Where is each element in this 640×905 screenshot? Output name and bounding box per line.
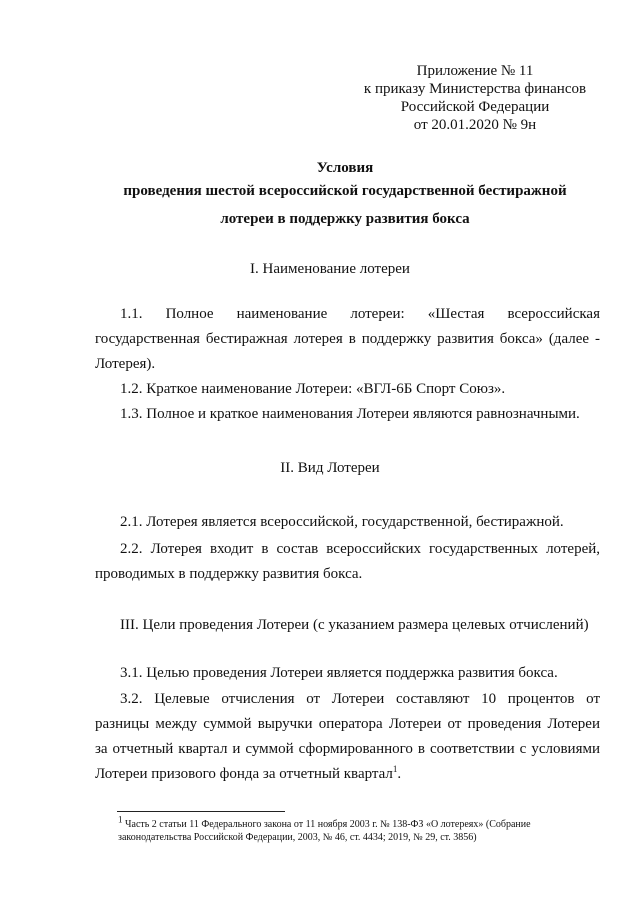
paragraph-1-1-line1: 1.1. Полное наименование лотереи: «Шестая всероссийская <box>120 306 600 322</box>
section-heading-3: III. Цели проведения Лотереи (с указанием размера целевых отчислений) <box>120 617 589 633</box>
paragraph-2-2 <box>120 537 600 562</box>
paragraph-2-1: 2.1. Лотерея является всероссийской, государственной, бестиражной. <box>120 514 564 530</box>
paragraph-1-1-cont <box>95 327 600 377</box>
appendix-date: от 20.01.2020 № 9н <box>413 117 537 133</box>
paragraph-3-2-line3: за отчетный квартал и суммой сформированного в соответствии с условиями <box>95 741 600 757</box>
section-heading-1: I. Наименование лотереи <box>250 261 410 277</box>
paragraph-3-2-line2: разницы между суммой выручки оператора Лотереи от проведения Лотереи <box>95 716 600 732</box>
appendix-order-ref: к приказу Министерства финансов <box>363 81 587 97</box>
paragraph-3-2-line4: Лотереи призового фонда за отчетный квартал$^1$. <box>95 764 402 782</box>
footnote <box>118 814 598 844</box>
footnote-reference[interactable]: 1 <box>392 764 398 774</box>
paragraph-1-1-line2: государственная бестиражная лотерея в поддержку развития бокса» (далее - <box>95 331 600 347</box>
footnote-line2: законодательства Российской Федерации, 2003, № 46, ст. 4434; 2019, № 29, ст. 3856) <box>118 832 477 843</box>
paragraph-3-1: 3.1. Целью проведения Лотереи является поддержка развития бокса. <box>120 665 558 681</box>
document-subtitle-line2: лотереи в поддержку развития бокса <box>220 211 470 227</box>
footnote-divider <box>117 811 285 812</box>
document-title: Условия <box>316 160 374 176</box>
paragraph-3-2-cont <box>95 712 600 787</box>
paragraph-2-2-line2: проводимых в поддержку развития бокса. <box>95 566 363 582</box>
footnote-line1: $^1$ Часть 2 статьи 11 Федерального закона от 11 ноября 2003 г. № 138-ФЗ «О лотереях» (Собрание <box>118 814 531 830</box>
paragraph-2-2-cont <box>95 562 600 587</box>
document-subtitle-line1: проведения шестой всероссийской государственной бестиражной <box>123 183 567 199</box>
section-heading-2: II. Вид Лотереи <box>280 460 380 476</box>
appendix-country: Российской Федерации <box>400 99 550 115</box>
appendix-header <box>360 62 590 134</box>
paragraph-1-1 <box>120 302 600 327</box>
paragraph-2-2-line1: 2.2. Лотерея входит в состав всероссийских государственных лотерей, <box>120 541 600 557</box>
footnote-mark: 1 <box>118 814 123 825</box>
paragraph-1-2: 1.2. Краткое наименование Лотереи: «ВГЛ-6Б Спорт Союз». <box>120 381 506 397</box>
paragraph-1-1-line3: Лотерея). <box>95 356 156 372</box>
paragraph-3-2-line1: 3.2. Целевые отчисления от Лотереи составляют 10 процентов от <box>120 691 600 707</box>
paragraph-1-3: 1.3. Полное и краткое наименования Лотереи являются равнозначными. <box>120 406 580 422</box>
paragraph-3-2 <box>120 687 600 712</box>
appendix-number: Приложение № 11 <box>416 63 534 79</box>
